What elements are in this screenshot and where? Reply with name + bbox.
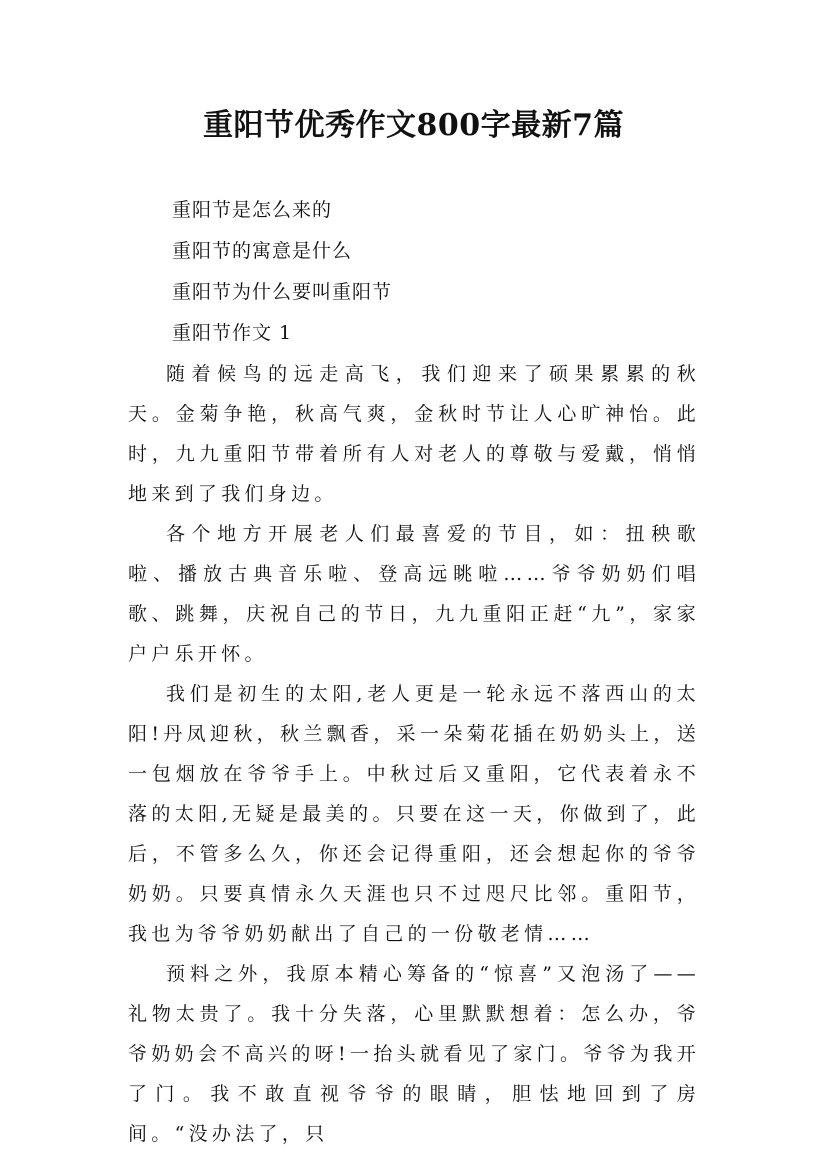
toc-item-meaning: 重阳节的寓意是什么 bbox=[172, 240, 353, 262]
document-title: 重阳节优秀作文800字最新7篇 bbox=[203, 108, 624, 143]
paragraph-3: 我们是初生的太阳,老人更是一轮永远不落西山的太阳!丹凤迎秋，秋兰飘香，采一朵菊花插在奶奶头上，送一包烟放在爷爷手上。中秋过后又重阳，它代表着永不落的太阳,无疑是最美的。只要在这一天，你做到了，此后，不管多么久，你还会记得重阳，还会想起你的爷爷奶奶。只要真情永久天涯也只不过咫尺比邻。重阳节，我也为爷爷奶奶献出了自己的一份敬老情…… bbox=[128, 683, 700, 945]
paragraph-4: 预料之外，我原本精心筹备的“惊喜”又泡汤了——礼物太贵了。我十分失落，心里默默想着：怎么办，爷爷奶奶会不高兴的呀!一抬头就看见了家门。爷爷为我开了门。我不敢直视爷爷的眼睛，胆怯地回到了房间。“没办法了，只 bbox=[128, 963, 700, 1145]
section-heading: 重阳节作文 1 bbox=[172, 322, 293, 344]
paragraph-2: 各个地方开展老人们最喜爱的节目，如：扭秧歌啦、播放古典音乐啦、登高远眺啦……爷爷奶奶们唱歌、跳舞，庆祝自己的节日，九九重阳正赶“九”，家家户户乐开怀。 bbox=[128, 523, 700, 665]
toc-item-name-reason: 重阳节为什么要叫重阳节 bbox=[172, 281, 393, 303]
document-body bbox=[128, 190, 700, 1154]
paragraph-1: 随着候鸟的远走高飞，我们迎来了硕果累累的秋天。金菊争艳，秋高气爽，金秋时节让人心旷神怡。此时，九九重阳节带着所有人对老人的尊敬与爱戴，悄悄地来到了我们身边。 bbox=[128, 363, 700, 505]
toc-item-origin: 重阳节是怎么来的 bbox=[172, 199, 333, 221]
